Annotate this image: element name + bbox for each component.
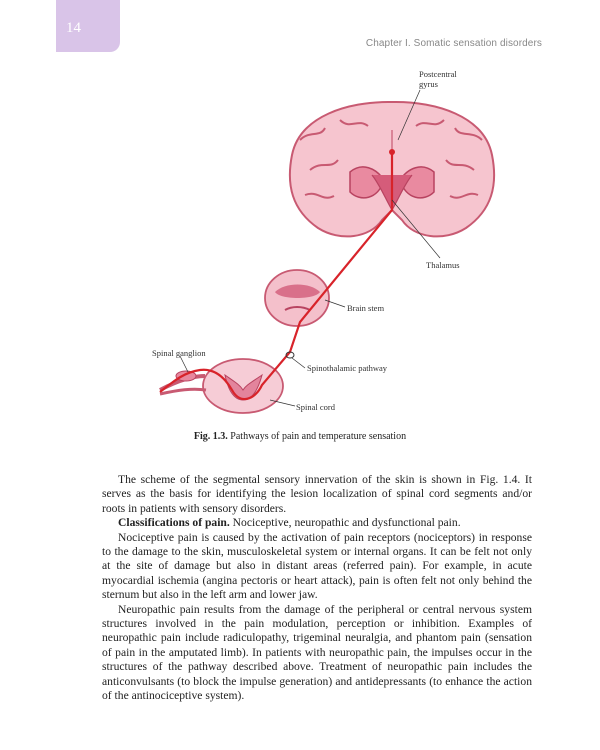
pain-pathway-figure bbox=[0, 60, 600, 440]
paragraph-2 bbox=[102, 516, 532, 530]
label-spinothalamic-pathway: Spinothalamic pathway bbox=[307, 363, 388, 373]
label-thalamus: Thalamus bbox=[426, 260, 460, 270]
pathway-illustration bbox=[0, 60, 600, 440]
caption-number: Fig. 1.3. bbox=[193, 431, 228, 442]
caption-text: Pathways of pain and temperature sensation bbox=[227, 431, 407, 442]
paragraph-3: Nociceptive pain is caused by the activation of pain receptors (nociceptors) in response to the damage to the skin, musculoskeletal system or internal organs. It can be felt not only at the site of damage but also in distant areas (referred pain). For example, in acute myocardial ischemia (angina pectoris or heart attack), pain is often felt not only behind the sternum but also in the left arm and lower jaw. bbox=[102, 530, 532, 602]
figure-caption bbox=[0, 431, 600, 442]
label-postcentral-line1: Postcentral bbox=[419, 69, 457, 79]
label-spinal-ganglion: Spinal ganglion bbox=[152, 348, 206, 358]
pain-classification-text: Nociceptive, neuropathic and dysfunctional pain. bbox=[229, 516, 461, 530]
label-postcentral-line2: gyrus bbox=[419, 79, 438, 89]
label-postcentral-gyrus bbox=[419, 69, 457, 89]
paragraph-1: The scheme of the segmental sensory innervation of the skin is shown in Fig. 1.4. It serves as the basis for identifying the lesion localization of spinal cord segments and/or roots in patients with sensory disorders. bbox=[102, 473, 532, 515]
running-head: Chapter I. Somatic sensation disorders bbox=[365, 38, 542, 49]
paragraph-4: Neuropathic pain results from the damage of the peripheral or central nervous system structures involved in the pain modulation, perception or inhibition. Examples of neuropathic pain include radiculopathy, trigeminal neuralgia, and phantom pain (sensation of pain in the amputated limb). In patients with neuropathic pain, the impulses occur in the structures of the pathway described above. Treatment of neuropathic pain includes the anticonvulsants (to block the impulse generation) and antidepressants (to enhance the action of the antinociceptive system). bbox=[102, 602, 532, 703]
body-text bbox=[102, 473, 532, 704]
label-spinal-cord: Spinal cord bbox=[296, 402, 335, 412]
page-number: 14 bbox=[66, 20, 81, 36]
label-brain-stem: Brain stem bbox=[347, 303, 385, 313]
pain-classification-heading: Classifications of pain. bbox=[118, 516, 230, 530]
spinal-cord-section-icon bbox=[203, 359, 283, 413]
